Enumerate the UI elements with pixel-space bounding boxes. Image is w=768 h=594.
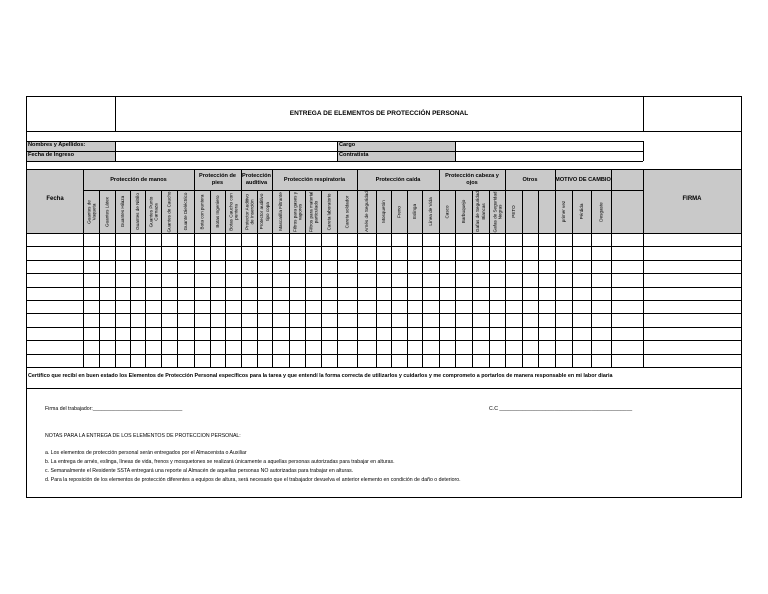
group-header: Protección de pies <box>199 173 236 186</box>
column-header: Mosquetón <box>380 200 386 223</box>
note-b: b. La entrega de arnés, eslinga, líneas de vida, frenos y mosquetones se realizará únicamente a aquellas personas autorizadas para trabajar en alturas. <box>45 459 395 465</box>
column-header: Guantes Punto Carnaza <box>147 196 158 227</box>
info-divider-2 <box>337 141 338 161</box>
column-header <box>538 191 555 232</box>
column-header: Guante Dieléctrico <box>182 192 188 231</box>
table-row[interactable] <box>27 354 741 367</box>
column-header: Filtros para material particulado <box>307 191 318 232</box>
column-header: Guantes Látex <box>104 196 110 227</box>
cargo-field[interactable] <box>456 142 642 150</box>
title-right-divider <box>643 97 644 131</box>
group-header: Protección cabeza y ojos <box>445 173 499 186</box>
column-header: Guantes de Caucho <box>166 191 172 232</box>
column-header: Botas Caucho con puntera <box>227 192 238 231</box>
column-header: Guantes de Vaqueta <box>85 199 96 224</box>
group-header: Protección auditiva <box>242 173 271 186</box>
nombres-field[interactable] <box>116 142 336 150</box>
column-header: Freno <box>396 205 402 218</box>
column-header: Guantes Hilaza <box>119 195 125 228</box>
contratista-field[interactable] <box>456 152 642 160</box>
group-header: Protección caída <box>375 176 421 183</box>
title-bottom-line <box>27 131 741 132</box>
certification-text: Certifico que recibí en buen estado los Elementos de Protección Personal específicos para la tarea y que entendí la forma correcta de utilizarlos y cuidarlos y me comprometo a portarlos de manera responsable en mi labor diaria <box>28 373 613 379</box>
table-row[interactable] <box>27 340 741 353</box>
column-header: Protector auditivo tipo copa <box>259 193 270 230</box>
contratista-label: Contratista <box>339 152 369 158</box>
fecha-ingreso-label: Fecha de Ingreso <box>28 152 75 158</box>
column-header: Protector Auditivo de Inserción <box>243 193 254 230</box>
firma-header: FIRMA <box>682 196 702 202</box>
form-title: ENTREGA DE ELEMENTOS DE PROTECCIÓN PERSONAL <box>289 110 469 117</box>
epp-delivery-form <box>26 96 742 498</box>
column-header: Barbuquejo <box>460 199 466 224</box>
nombres-label: Nombres y Apellidos: <box>28 142 86 148</box>
info-divider-4 <box>643 141 644 161</box>
column-header: Careta laboratorio <box>326 193 332 230</box>
certification-bottom-line <box>27 388 741 389</box>
cargo-label: Cargo <box>339 142 356 148</box>
column-header: Pérdida <box>578 203 584 220</box>
table-row-line <box>27 367 741 368</box>
column-header: Gafas de Seguridad Blancas <box>475 191 486 232</box>
column-header: Casco <box>444 204 450 219</box>
table-row[interactable] <box>27 233 741 246</box>
column-header: Botas Ingeniero <box>214 195 220 228</box>
column-header: Gafas de Seguridad Negras <box>491 191 502 232</box>
note-c: c. Semanalmente el Residente SSTA entregará una reporte al Almacén de aquellas personas NO autorizadas para trabajar en alturas. <box>45 468 354 474</box>
table-row[interactable] <box>27 313 741 326</box>
firma-trabajador-line[interactable]: Firma del trabajador:_______________________________ <box>45 406 183 412</box>
column-header: Mascarilla Filtrante <box>277 192 283 231</box>
column-header: Guantes de Nitrilo <box>134 193 140 230</box>
column-header: Desgaste <box>598 201 604 222</box>
column-header: primer vez <box>560 200 566 223</box>
column-header: PETO <box>510 205 516 218</box>
column-header: Bota con puntera <box>199 194 205 229</box>
notes-title: NOTAS PARA LA ENTREGA DE LOS ELEMENTOS DE PROTECCION PERSONAL: <box>45 433 241 439</box>
column-header: Eslinga <box>411 203 417 220</box>
table-row[interactable] <box>27 246 741 259</box>
column-header: Línea de Vida <box>427 197 433 226</box>
fecha-header: Fecha <box>46 196 64 202</box>
table-row[interactable] <box>27 300 741 313</box>
table-row[interactable] <box>27 260 741 273</box>
group-header: Otros <box>522 176 538 183</box>
table-row[interactable] <box>27 327 741 340</box>
note-a: a. Los elementos de protección personal serán entregados por el Almacenista o Auxiliar <box>45 450 247 456</box>
group-header: Protección respiratoria <box>283 176 346 183</box>
note-d: d. Para la reposición de los elementos de protección diferentes a equipos de altura, será necesario que el trabajador devuelva el anterior elemento en condición de daño o deterioro. <box>45 477 461 483</box>
column-header: Careta soldador <box>344 195 350 228</box>
group-header: MOTIVO DE CAMBIO <box>555 176 611 183</box>
info-bottom-line <box>27 161 643 162</box>
fecha-ingreso-field[interactable] <box>116 152 336 160</box>
column-header: Arnés de Seguridad <box>363 191 369 232</box>
group-header: Protección de manos <box>110 176 167 183</box>
column-header <box>522 191 538 232</box>
cc-line[interactable]: C.C ______________________________________________ <box>489 406 633 412</box>
column-header: Filtros para gases y vapores <box>291 191 302 232</box>
header-top-line <box>27 169 741 170</box>
table-row[interactable] <box>27 287 741 300</box>
table-row[interactable] <box>27 273 741 286</box>
